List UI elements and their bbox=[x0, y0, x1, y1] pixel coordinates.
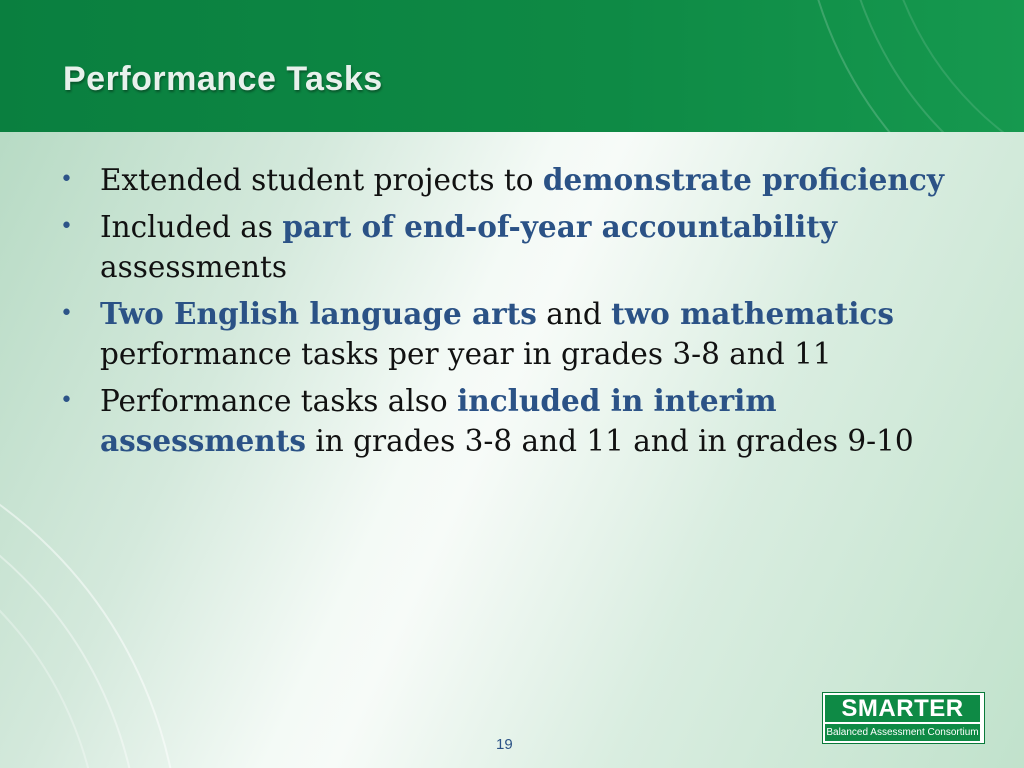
bullet-text: Extended student projects to bbox=[100, 163, 543, 197]
logo-tagline: Balanced Assessment Consortium bbox=[825, 724, 980, 741]
bullet-emphasis: included in interim assessments bbox=[100, 383, 777, 458]
bullet-text: in grades 3-8 and 11 and in grades 9-10 bbox=[305, 424, 914, 458]
bullet-text: and bbox=[536, 297, 612, 331]
smarter-balanced-logo bbox=[822, 692, 985, 744]
bullet-text: Performance tasks also bbox=[100, 384, 458, 418]
bullet-item bbox=[60, 207, 960, 287]
bullet-list bbox=[60, 160, 960, 468]
page-number: 19 bbox=[496, 736, 513, 753]
bullet-dot-icon: • bbox=[60, 388, 73, 413]
bullet-dot-icon: • bbox=[60, 214, 73, 239]
bullet-emphasis: two mathematics bbox=[611, 296, 894, 331]
bullet-text: performance tasks per year in grades 3-8 and 11 bbox=[100, 337, 832, 371]
bullet-text: Included as bbox=[100, 210, 283, 244]
bullet-dot-icon: • bbox=[60, 167, 73, 192]
bullet-item bbox=[60, 160, 960, 200]
bullet-emphasis: demonstrate proficiency bbox=[542, 162, 944, 197]
bullet-dot-icon: • bbox=[60, 301, 73, 326]
slide-title: Performance Tasks bbox=[63, 60, 383, 98]
bullet-item bbox=[60, 294, 960, 374]
bullet-item bbox=[60, 381, 960, 461]
bullet-text: assessments bbox=[100, 250, 288, 284]
logo-wordmark: SMARTER bbox=[825, 695, 980, 722]
bullet-emphasis: Two English language arts bbox=[100, 296, 537, 331]
bullet-emphasis: part of end-of-year accountability bbox=[282, 209, 837, 244]
